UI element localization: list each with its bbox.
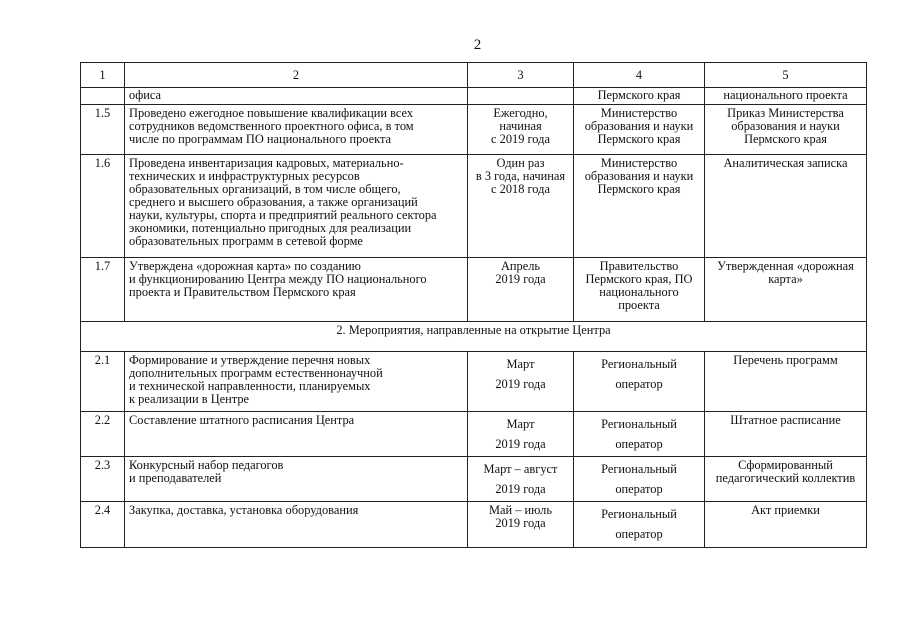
cell-line: дополнительных программ естественнонаучной — [129, 366, 383, 380]
page-number: 2 — [473, 37, 482, 53]
cell-line: 2019 года — [495, 437, 546, 451]
cell-line: Правительство — [599, 259, 679, 273]
cell-line: Утвержденная «дорожная — [717, 259, 854, 273]
cell-line: Один раз — [496, 156, 545, 170]
activity-cell — [125, 258, 468, 322]
cell-line: Сформированный — [738, 458, 833, 472]
activity-cell — [125, 155, 468, 258]
result-cell — [705, 258, 867, 322]
cell-line: 2019 года — [495, 482, 546, 496]
column-header: 2 — [125, 63, 468, 88]
responsible-cell — [574, 412, 705, 457]
responsible-cell — [574, 105, 705, 155]
row-number: 1.6 — [81, 155, 125, 258]
cell-line: Май – июль — [489, 503, 552, 517]
cell-line: Пермского края — [744, 132, 827, 146]
activity-cell — [125, 105, 468, 155]
period-cell — [468, 352, 574, 412]
responsible-cell — [574, 258, 705, 322]
table-row — [81, 457, 867, 502]
cell-line: Закупка, доставка, установка оборудования — [129, 503, 359, 517]
cell-line: и преподавателей — [129, 471, 222, 485]
cell-line: Апрель — [500, 259, 541, 273]
cell-line: науки, культуры, спорта и предприятий реального сектора — [129, 208, 437, 222]
cell-line: к реализации в Центре — [129, 392, 250, 406]
action-plan-table — [80, 62, 867, 548]
cell-line: Министерство — [600, 106, 678, 120]
row-number: 1.5 — [81, 105, 125, 155]
cell-line: Конкурсный набор педагогов — [129, 458, 284, 472]
cell-line: образовательных организаций, в том числе общего, — [129, 182, 401, 196]
cell-line: в 3 года, начиная — [475, 169, 566, 183]
row-number: 2.2 — [81, 412, 125, 457]
cell-line: Составление штатного расписания Центра — [129, 413, 355, 427]
cell-line: Март — [506, 417, 535, 431]
table-row — [81, 352, 867, 412]
column-header: 3 — [468, 63, 574, 88]
cell-line: и технической направленности, планируемых — [129, 379, 371, 393]
cell-line: педагогический коллектив — [715, 471, 856, 485]
row-number: 2.3 — [81, 457, 125, 502]
cell-line: оператор — [615, 377, 663, 391]
period-cell — [468, 155, 574, 258]
cell-line: Региональный — [601, 417, 677, 431]
cell-line: начиная — [499, 119, 542, 133]
table-row — [81, 155, 867, 258]
table-row — [81, 258, 867, 322]
result-cell — [705, 457, 867, 502]
activity-cell — [125, 352, 468, 412]
section-title: 2. Мероприятия, направленные на открытие Центра — [81, 322, 867, 352]
cell-line: оператор — [615, 482, 663, 496]
row-number: 2.4 — [81, 502, 125, 548]
cell-line: проекта — [618, 298, 660, 312]
result-cell — [705, 155, 867, 258]
cell-line: Пермского края, ПО — [585, 272, 693, 286]
period-cell — [468, 457, 574, 502]
cell-line: экономики, потенциально пригодных для реализации — [129, 221, 412, 235]
cell-line: Приказ Министерства — [727, 106, 844, 120]
cell-line: Региональный — [601, 507, 677, 521]
cell-line: образования и науки — [584, 119, 694, 133]
cell-line: Пермского края — [597, 132, 681, 146]
result-cell — [705, 352, 867, 412]
cell-line: образовательных программ в сетевой форме — [129, 234, 363, 248]
cell-line: с 2019 года — [491, 132, 550, 146]
continuation-row — [81, 88, 867, 105]
cell-line: Формирование и утверждение перечня новых — [129, 353, 371, 367]
cell-line: Проведена инвентаризация кадровых, материально- — [129, 156, 404, 170]
cell-line: технических и инфраструктурных ресурсов — [129, 169, 360, 183]
column-header: 4 — [574, 63, 705, 88]
activity-cell — [125, 412, 468, 457]
cell-line: 2019 года — [495, 377, 546, 391]
cell-line: Март – август — [483, 462, 558, 476]
cell-line: с 2018 года — [491, 182, 550, 196]
period-cell — [468, 258, 574, 322]
cell-line: оператор — [615, 437, 663, 451]
cell-line: оператор — [615, 527, 663, 541]
cell-line: Региональный — [601, 462, 677, 476]
header-row — [81, 63, 867, 88]
period-cell — [468, 412, 574, 457]
period-cell — [468, 105, 574, 155]
responsible-cell — [574, 155, 705, 258]
continuation-responsible: Пермского края — [574, 88, 705, 105]
cell-line: Проведено ежегодное повышение квалификации всех — [129, 106, 414, 120]
cell-line: Региональный — [601, 357, 677, 371]
period-cell — [468, 502, 574, 548]
cell-line: 2019 года — [495, 516, 546, 530]
activity-cell — [125, 457, 468, 502]
cell-line: проекта и Правительством Пермского края — [129, 285, 356, 299]
cell-line: Пермского края — [597, 182, 681, 196]
cell-line: карта» — [768, 272, 803, 286]
section-row — [81, 322, 867, 352]
cell-line: образования и науки — [731, 119, 840, 133]
cell-line: образования и науки — [584, 169, 694, 183]
column-header: 1 — [81, 63, 125, 88]
cell-line: Утверждена «дорожная карта» по созданию — [129, 259, 361, 273]
row-number: 1.7 — [81, 258, 125, 322]
cell-line: числе по программам ПО национального проекта — [129, 132, 392, 146]
cell-line: Март — [506, 357, 535, 371]
cell-line: Штатное расписание — [730, 413, 841, 427]
activity-cell — [125, 502, 468, 548]
column-header: 5 — [705, 63, 867, 88]
table-row — [81, 105, 867, 155]
cell-line: среднего и высшего образования, а также организаций — [129, 195, 418, 209]
result-cell — [705, 412, 867, 457]
table-row — [81, 412, 867, 457]
cell-line: Министерство — [600, 156, 678, 170]
result-cell — [705, 502, 867, 548]
responsible-cell — [574, 457, 705, 502]
cell-line: 2019 года — [495, 272, 546, 286]
cell-line: Аналитическая записка — [723, 156, 848, 170]
cell-line: сотрудников ведомственного проектного офиса, в том — [129, 119, 414, 133]
responsible-cell — [574, 502, 705, 548]
responsible-cell — [574, 352, 705, 412]
cell-line: и функционированию Центра между ПО национального — [129, 272, 427, 286]
cell-line: национального — [599, 285, 679, 299]
table-row — [81, 502, 867, 548]
result-cell — [705, 105, 867, 155]
continuation-result: национального проекта — [705, 88, 867, 105]
cell-line: Ежегодно, — [493, 106, 548, 120]
continuation-text: офиса — [125, 88, 468, 105]
row-number: 2.1 — [81, 352, 125, 412]
cell-line: Перечень программ — [733, 353, 838, 367]
cell-line: Акт приемки — [751, 503, 820, 517]
